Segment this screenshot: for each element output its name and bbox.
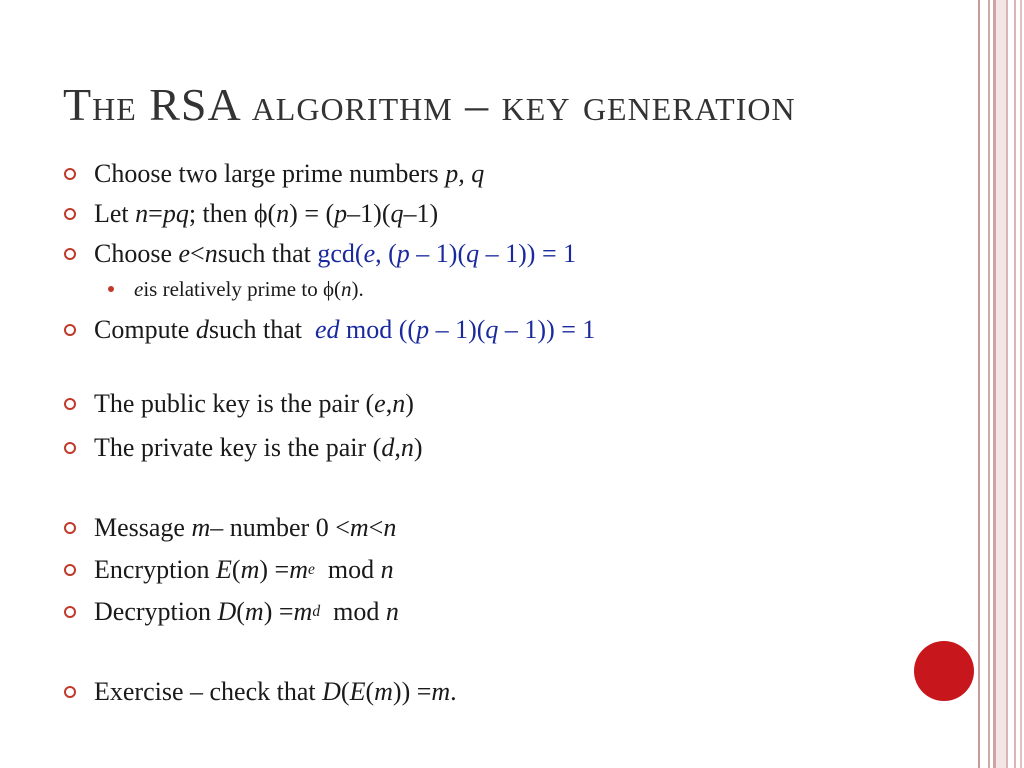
sub-bullet-relatively-prime: e is relatively prime to ϕ( n ).	[64, 274, 964, 304]
right-border-line	[978, 0, 980, 768]
bullet-decryption: Decryption D ( m ) = m d mod n	[64, 592, 964, 632]
bullet-marker-icon	[64, 398, 76, 410]
right-border-band	[996, 0, 1006, 768]
bullet-marker-icon	[64, 606, 76, 618]
bullet-exercise: Exercise – check that D ( E ( m )) = m .	[64, 672, 964, 712]
bullet-let-n: Let n = pq ; then ϕ( n ) = ( p –1)( q –1)	[64, 194, 964, 234]
bullet-marker-icon	[64, 442, 76, 454]
bullet-marker-icon	[64, 208, 76, 220]
bullet-choose-e: Choose e < n such that gcd(e, (p – 1)(q – 1)) = 1	[64, 234, 964, 274]
bullet-marker-icon	[64, 248, 76, 260]
right-border-line	[1006, 0, 1008, 768]
bullet-marker-icon	[64, 522, 76, 534]
ed-condition: ed mod ((p – 1)(q – 1)) = 1	[315, 315, 596, 344]
bullet-marker-icon	[64, 564, 76, 576]
right-border-line	[993, 0, 996, 768]
bullet-primes: Choose two large prime numbers p, q	[64, 154, 964, 194]
right-border-line	[1014, 0, 1016, 768]
right-border-line	[988, 0, 990, 768]
bullet-marker-icon	[64, 324, 76, 336]
gcd-condition: gcd(e, (p – 1)(q – 1)) = 1	[317, 239, 577, 268]
sub-bullet-dot-icon	[108, 286, 114, 292]
bullet-message: Message m – number 0 < m < n	[64, 508, 964, 548]
bullet-private-key: The private key is the pair ( d , n )	[64, 428, 964, 468]
bullet-list	[64, 154, 964, 712]
bullet-encryption: Encryption E ( m ) = m e mod n	[64, 550, 964, 590]
bullet-public-key: The public key is the pair ( e , n )	[64, 384, 964, 424]
bullet-marker-icon	[64, 686, 76, 698]
slide-title: The RSA algorithm – key generation	[63, 79, 796, 130]
bullet-compute-d: Compute d such that ed mod ((p – 1)(q – 1)) = 1	[64, 310, 964, 350]
decorative-red-circle-icon	[914, 641, 974, 701]
bullet-marker-icon	[64, 168, 76, 180]
right-border-line	[1020, 0, 1022, 768]
